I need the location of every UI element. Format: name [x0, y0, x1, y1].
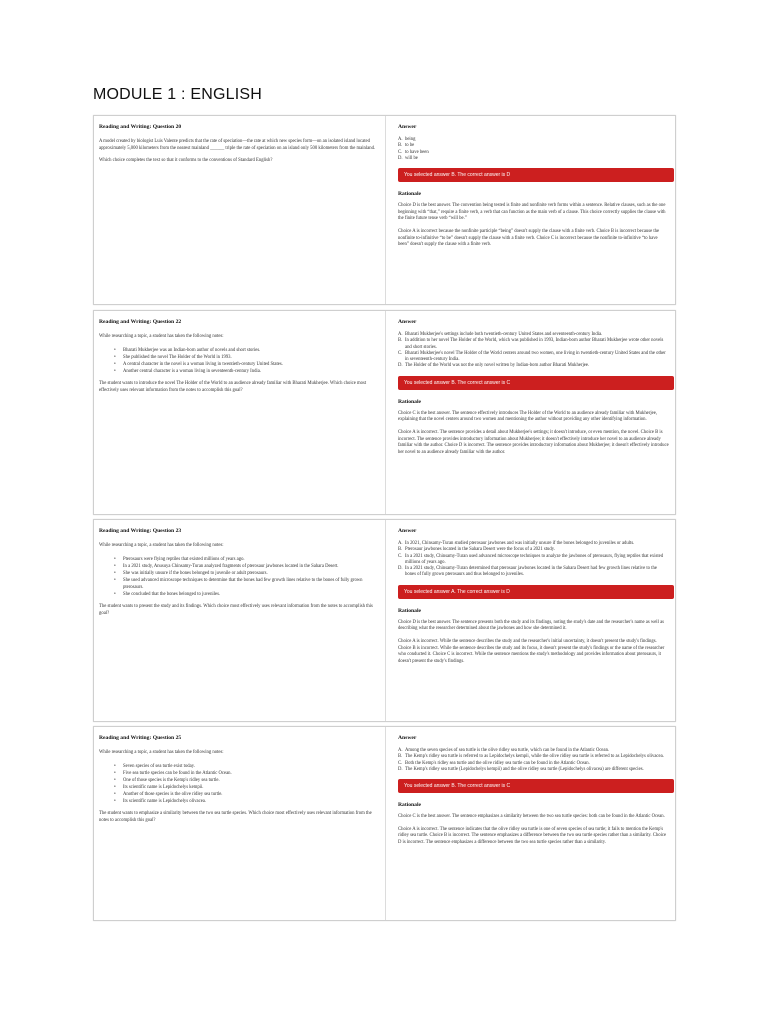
- option-text: Bharati Mukherjee's settings include both twentieth-century United States and seventeenth-century India.: [405, 332, 603, 337]
- result-banner: You selected answer B. The correct answer is C: [398, 376, 674, 390]
- answer-heading: Answer: [398, 319, 417, 325]
- answer-panel: [385, 520, 675, 721]
- option-text: being: [405, 137, 416, 142]
- question-title: Reading and Writing: Question 22: [99, 319, 182, 325]
- rationale-text: Choice A is incorrect. The sentence provides a detail about Mukherjee's settings; it doesn't introduce, or even mention, the novel. Choice B is incorrect. The sentence provides introductory information about Mukherjee; it doesn't effectively introduce her novel to an audience already familiar with the author. Choice D is incorrect. The sentence provides introductory information about Mukherjee; it doesn't effectively introduce her novel to an audience already familiar with the author.: [398, 429, 669, 455]
- note-item: • She published the novel The Holder of the World in 1993.: [99, 354, 378, 361]
- option-text: to be: [405, 143, 415, 149]
- rationale-text: Choice C is the best answer. The sentence effectively introduces The Holder of the World to an audience already familiar with Mukherjee, explaining that the novel centers around two women and mentioning the author without providing any other identifying information.: [398, 410, 657, 423]
- answer-heading: Answer: [398, 735, 417, 741]
- option-letter: A.: [398, 541, 403, 546]
- option-letter: B.: [398, 143, 403, 149]
- question-stem: While researching a topic, a student has taken the following notes:: [99, 543, 224, 548]
- rationale-text: Choice A is incorrect. While the sentence describes the study and the researcher's initial uncertainty, it doesn't present the study's findings. Choice B is incorrect. While the sentence describes the study and its focus, it doesn't present the study's findings or the name of the researcher who conducted it. Choice C is incorrect. While the sentence mentions the study's methodology and provides information about pterosaurs, it doesn't present the study's findings.: [398, 638, 665, 664]
- note-item: • Pterosaurs were flying reptiles that existed millions of years ago.: [99, 556, 378, 563]
- note-item: • She concluded that the bones belonged to juveniles.: [99, 591, 378, 598]
- question-panel: [94, 727, 384, 920]
- note-item: • Five sea turtle species can be found in the Atlantic Ocean.: [99, 770, 378, 777]
- question-card: [93, 726, 676, 921]
- option-letter: A.: [398, 332, 403, 337]
- rationale-text: Choice A is incorrect. The sentence indicates that the olive ridley sea turtle is one of seven species of sea turtle; it fails to mention the Kemp's ridley sea turtle. Choice B is incorrect. The sentence emphasizes a difference between the two sea turtle species rather than a similarity. Choice D is incorrect. The sentence emphasizes a difference between the two sea turtle species rather than a similarity.: [398, 826, 667, 845]
- rationale-heading: Rationale: [398, 607, 421, 614]
- option-letter: C.: [398, 760, 403, 766]
- option-text: In a 2021 study, Chinsamy-Turan used advanced microscope techniques to analyze the jawbones of pterosaurs, flying reptiles that existed millions of years ago.: [405, 553, 664, 565]
- option-letter: C.: [398, 553, 403, 559]
- option-text: In a 2021 study, Chinsamy-Turan determined that pterosaur jawbones located in the Sahara Desert had few growth lines relative to the bones of fully grown pterosaurs and thus belonged to juveniles.: [405, 566, 657, 578]
- option-letter: B.: [398, 547, 403, 553]
- rationale-text: Choice D is the best answer. The sentence presents both the study and its findings, noting the study's date and the researcher's name as well as describing what the researcher determined about the jawbones and how she determined it.: [398, 619, 664, 632]
- note-item: • Another central character is a woman living in seventeenth-century India.: [99, 368, 378, 375]
- question-panel: [94, 520, 384, 721]
- question-prompt: The student wants to emphasize a similarity between the two sea turtle species. Which choice most effectively uses relevant information from the notes to accomplish this goal?: [99, 811, 372, 823]
- option-letter: D.: [398, 155, 403, 161]
- question-card: [93, 310, 676, 515]
- note-item: • In a 2021 study, Anusuya Chinsamy-Turan analyzed fragments of pterosaur jawbones located in the Sahara Desert.: [99, 563, 378, 570]
- option-text: The Holder of the World was not the only novel written by Indian-born author Bharati Mukherjee.: [405, 363, 590, 369]
- module-title: MODULE 1 : ENGLISH: [93, 86, 262, 103]
- answer-options: [398, 137, 669, 162]
- result-banner: You selected answer B. The correct answer is C: [398, 779, 674, 793]
- option-text: will be: [405, 155, 418, 161]
- answer-options: [398, 332, 669, 370]
- option-letter: A.: [398, 748, 403, 753]
- notes-list: [99, 763, 378, 806]
- question-stem: While researching a topic, a student has taken the following notes:: [99, 334, 224, 339]
- answer-option[interactable]: [398, 767, 669, 773]
- note-item: • One of those species is the Kemp's ridley sea turtle.: [99, 777, 378, 784]
- rationale-text: Choice A is incorrect because the nonfinite participle “being” doesn't supply the clause with a finite verb. Choice B is incorrect because the nonfinite to-infinitive “to be” doesn't supply the clause with a finite verb. Choice C is incorrect because the nonfinite to-infinitive “to have been” doesn't supply the clause with a finite verb.: [398, 228, 660, 248]
- note-item: • Its scientific name is Lepidochelys olivacea.: [99, 798, 378, 805]
- rationale-heading: Rationale: [398, 398, 421, 405]
- option-text: Pterosaur jawbones located in the Sahara Desert were the focus of a 2021 study.: [405, 547, 555, 553]
- question-panel: [94, 311, 384, 514]
- note-item: • She was initially unsure if the bones belonged to juvenile or adult pterosaurs.: [99, 570, 378, 577]
- option-letter: C.: [398, 149, 403, 155]
- rationale-text: Choice C is the best answer. The sentence emphasizes a similarity between the two sea turtle species: both can be found in the Atlantic Ocean.: [398, 814, 665, 820]
- option-text: In addition to her novel The Holder of the World, which was published in 1993, Indian-born author Bharati Mukherjee wrote other novels and short stories.: [405, 338, 664, 350]
- answer-option[interactable]: [398, 351, 669, 364]
- question-stem: While researching a topic, a student has taken the following notes:: [99, 750, 224, 755]
- rationale-heading: Rationale: [398, 191, 421, 198]
- result-banner: You selected answer A. The correct answer is D: [398, 585, 674, 599]
- option-letter: A.: [398, 137, 403, 142]
- question-panel: [94, 116, 384, 304]
- option-letter: D.: [398, 766, 403, 772]
- option-text: Among the seven species of sea turtle is the olive ridley sea turtle, which can be found in the Atlantic Ocean.: [405, 748, 610, 753]
- rationale-heading: Rationale: [398, 802, 421, 809]
- answer-options: [398, 748, 669, 773]
- answer-panel: [385, 116, 675, 304]
- option-text: The Kemp's ridley sea turtle is referred to as Lepidochelys kempii, while the olive ridley sea turtle is referred to as Lepidochelys olivacea.: [405, 754, 664, 760]
- option-text: to have been: [405, 149, 429, 155]
- notes-list: [99, 347, 378, 375]
- option-text: Bharati Mukherjee's novel The Holder of the World centers around two women, one living in twentieth-century United States and the other in seventeenth-century India.: [405, 350, 666, 363]
- answer-option[interactable]: [398, 554, 669, 567]
- question-stem: Which choice completes the text so that it conforms to the conventions of Standard English?: [99, 158, 273, 164]
- result-banner: You selected answer B. The correct answer is D: [398, 168, 674, 182]
- question-title: Reading and Writing: Question 20: [99, 124, 182, 130]
- answer-option[interactable]: [398, 338, 669, 351]
- note-item: • Bharati Mukherjee was an Indian-born author of novels and short stories.: [99, 347, 378, 354]
- notes-list: [99, 556, 378, 599]
- answer-heading: Answer: [398, 528, 417, 534]
- note-item: • A central character in the novel is a woman living in twentieth-century United States.: [99, 361, 378, 368]
- option-letter: B.: [398, 338, 403, 344]
- option-text: The Kemp's ridley sea turtle (Lepidochelys kempii) and the olive ridley sea turtle (Lepidochelys olivacea) are different species.: [405, 766, 644, 772]
- note-item: • Its scientific name is Lepidochelys kempii.: [99, 784, 378, 791]
- answer-panel: [385, 727, 675, 920]
- option-text: In 2021, Chinsamy-Turan studied pterosaur jawbones and was initially unsure if the bones belonged to juveniles or adults.: [405, 541, 635, 546]
- answer-option[interactable]: [398, 363, 669, 369]
- answer-heading: Answer: [398, 124, 417, 130]
- question-title: Reading and Writing: Question 25: [99, 735, 182, 741]
- option-letter: D.: [398, 363, 403, 369]
- question-prompt: The student wants to present the study and its findings. Which choice most effectively uses relevant information from the notes to accomplish this goal?: [99, 604, 373, 616]
- answer-option[interactable]: [398, 566, 669, 579]
- question-card: [93, 115, 676, 305]
- note-item: • Another of those species is the olive ridley sea turtle.: [99, 791, 378, 798]
- answer-options: [398, 541, 669, 579]
- question-title: Reading and Writing: Question 23: [99, 528, 182, 534]
- option-letter: C.: [398, 350, 403, 356]
- option-letter: B.: [398, 754, 403, 760]
- answer-panel: [385, 311, 675, 514]
- question-card: [93, 519, 676, 722]
- option-text: Both the Kemp's ridley sea turtle and the olive ridley sea turtle can be found in the Atlantic Ocean.: [405, 760, 590, 766]
- option-letter: D.: [398, 566, 403, 572]
- answer-option[interactable]: [398, 156, 669, 162]
- question-prompt: The student wants to introduce the novel The Holder of the World to an audience already familiar with Bharati Mukherjee. Which choice most effectively uses relevant information from the notes to accomplish this goal?: [99, 380, 367, 393]
- note-item: • She used advanced microscope techniques to determine that the bones had few growth lines relative to the bones of fully grown pterosaurs.: [99, 577, 378, 591]
- question-stem: A model created by biologist Luis Valente predicts that the rate of speciation—the rate at which new species form—on an isolated island located approximately 5,000 kilometers from the nearest mainland ______ triple the rate of speciation on an island only 500 kilometers from the mainland.: [99, 139, 376, 151]
- rationale-text: Choice D is the best answer. The convention being tested is finite and nonfinite verb forms within a sentence. Relative clauses, such as the one beginning with “that,” require a finite verb, a verb that can function as the main verb of a clause. This choice correctly supplies the clause with the finite future tense verb “will be.”: [398, 203, 666, 222]
- note-item: • Seven species of sea turtle exist today.: [99, 763, 378, 770]
